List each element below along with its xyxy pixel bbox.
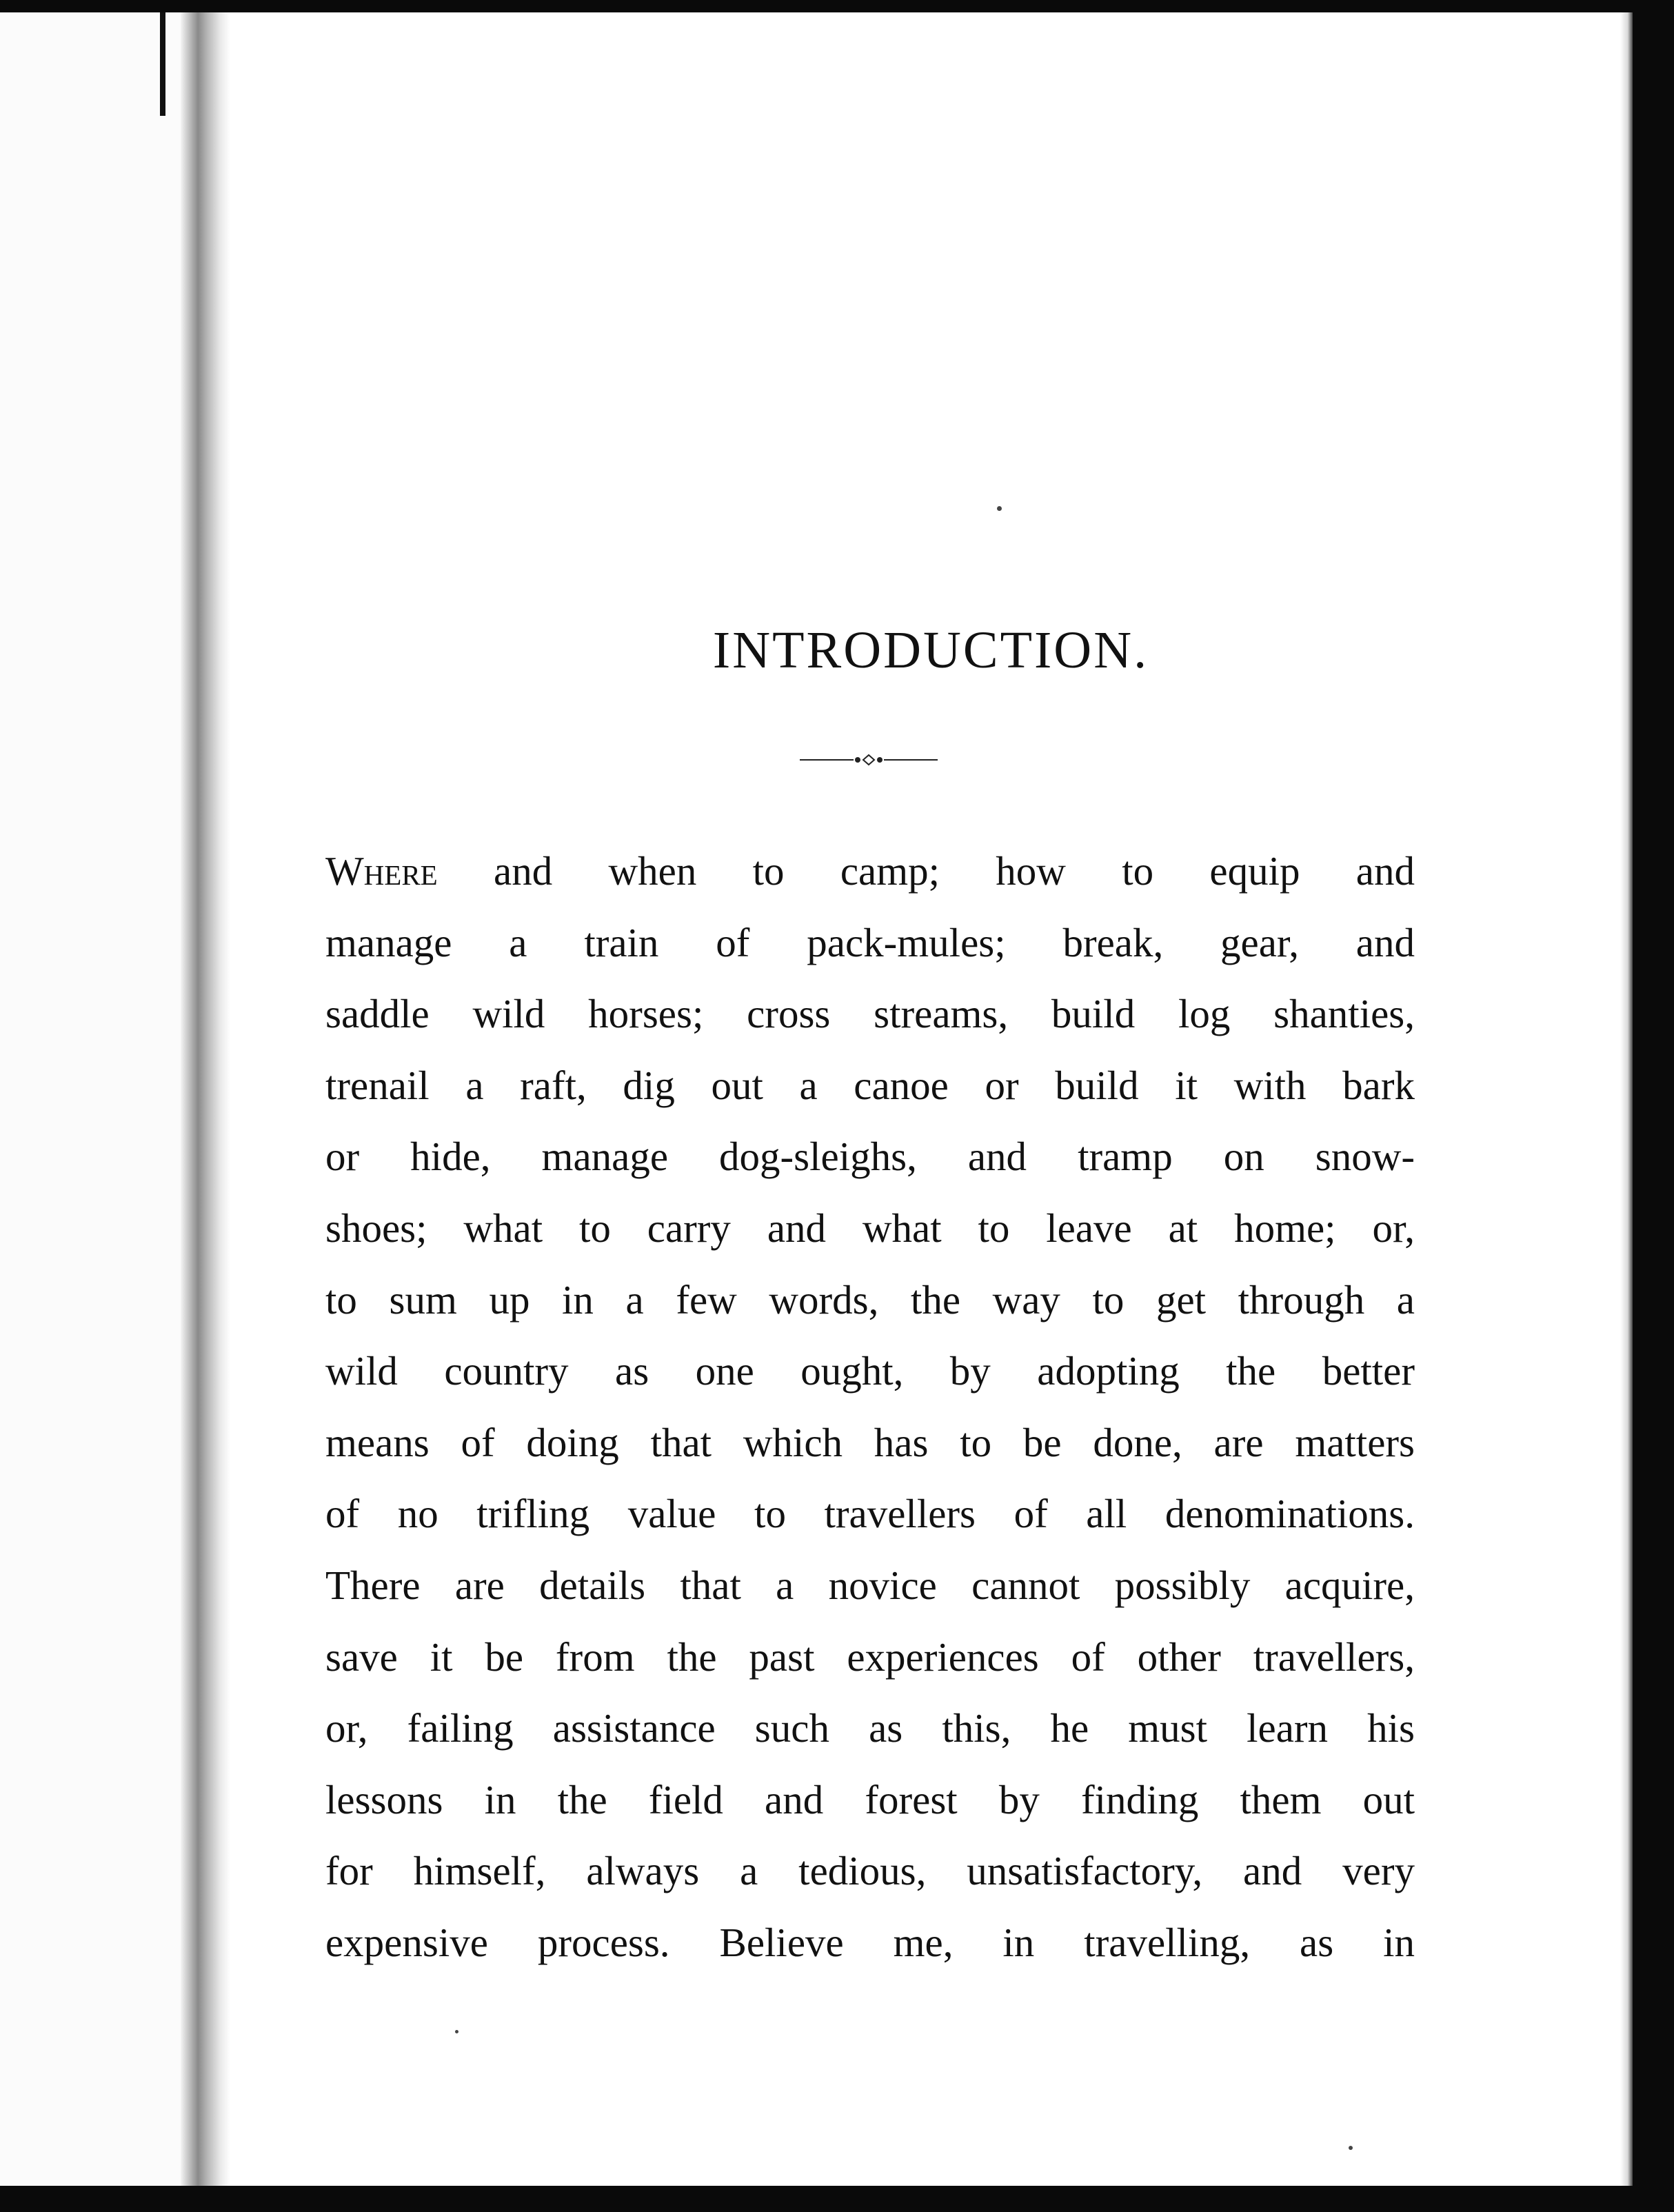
text-line: or, failing assistance such as this, he must learn his [325, 1705, 1415, 1751]
page-edge-shadow [1620, 12, 1633, 2186]
scan-speck [1349, 2146, 1353, 2150]
text-line: trenail a raft, dig out a canoe or build it with bark [325, 1062, 1415, 1108]
text-line: expensive process. Believe me, in travelling, as in [325, 1919, 1415, 1965]
scan-speck [997, 506, 1002, 511]
text-line: or hide, manage dog-sleighs, and tramp on snow- [325, 1134, 1415, 1180]
scan-border-top [0, 0, 1674, 12]
text-line: shoes; what to carry and what to leave at home; or, [325, 1205, 1415, 1251]
text-line: lessons in the field and forest by finding them out [325, 1776, 1415, 1822]
text-line: Where and when to camp; how to equip and [325, 848, 1415, 894]
text-line: to sum up in a few words, the way to get through a [325, 1276, 1415, 1323]
scan-speck [455, 2030, 458, 2033]
text-line: There are details that a novice cannot possibly acquire, [325, 1562, 1415, 1608]
text-line: manage a train of pack-mules; break, gear, and [325, 919, 1415, 965]
lead-word: Where [325, 848, 438, 894]
text-line: wild country as one ought, by adopting the better [325, 1348, 1415, 1394]
title-ornament [800, 752, 938, 768]
page-title: INTRODUCTION. [712, 621, 1149, 679]
gutter-mark [160, 12, 165, 116]
text-line: means of doing that which has to be done, are matters [325, 1419, 1415, 1465]
scan-border-bottom [0, 2186, 1674, 2212]
text-line: for himself, always a tedious, unsatisfactory, and very [325, 1848, 1415, 1894]
scan-border-right [1633, 0, 1674, 2212]
body-paragraph [325, 836, 1415, 1979]
text-line: of no trifling value to travellers of all denominations. [325, 1491, 1415, 1537]
text-line: save it be from the past experiences of other travellers, [325, 1633, 1415, 1680]
book-gutter [181, 12, 230, 2186]
facing-page-edge [0, 12, 181, 2186]
text-line: saddle wild horses; cross streams, build log shanties, [325, 991, 1415, 1037]
